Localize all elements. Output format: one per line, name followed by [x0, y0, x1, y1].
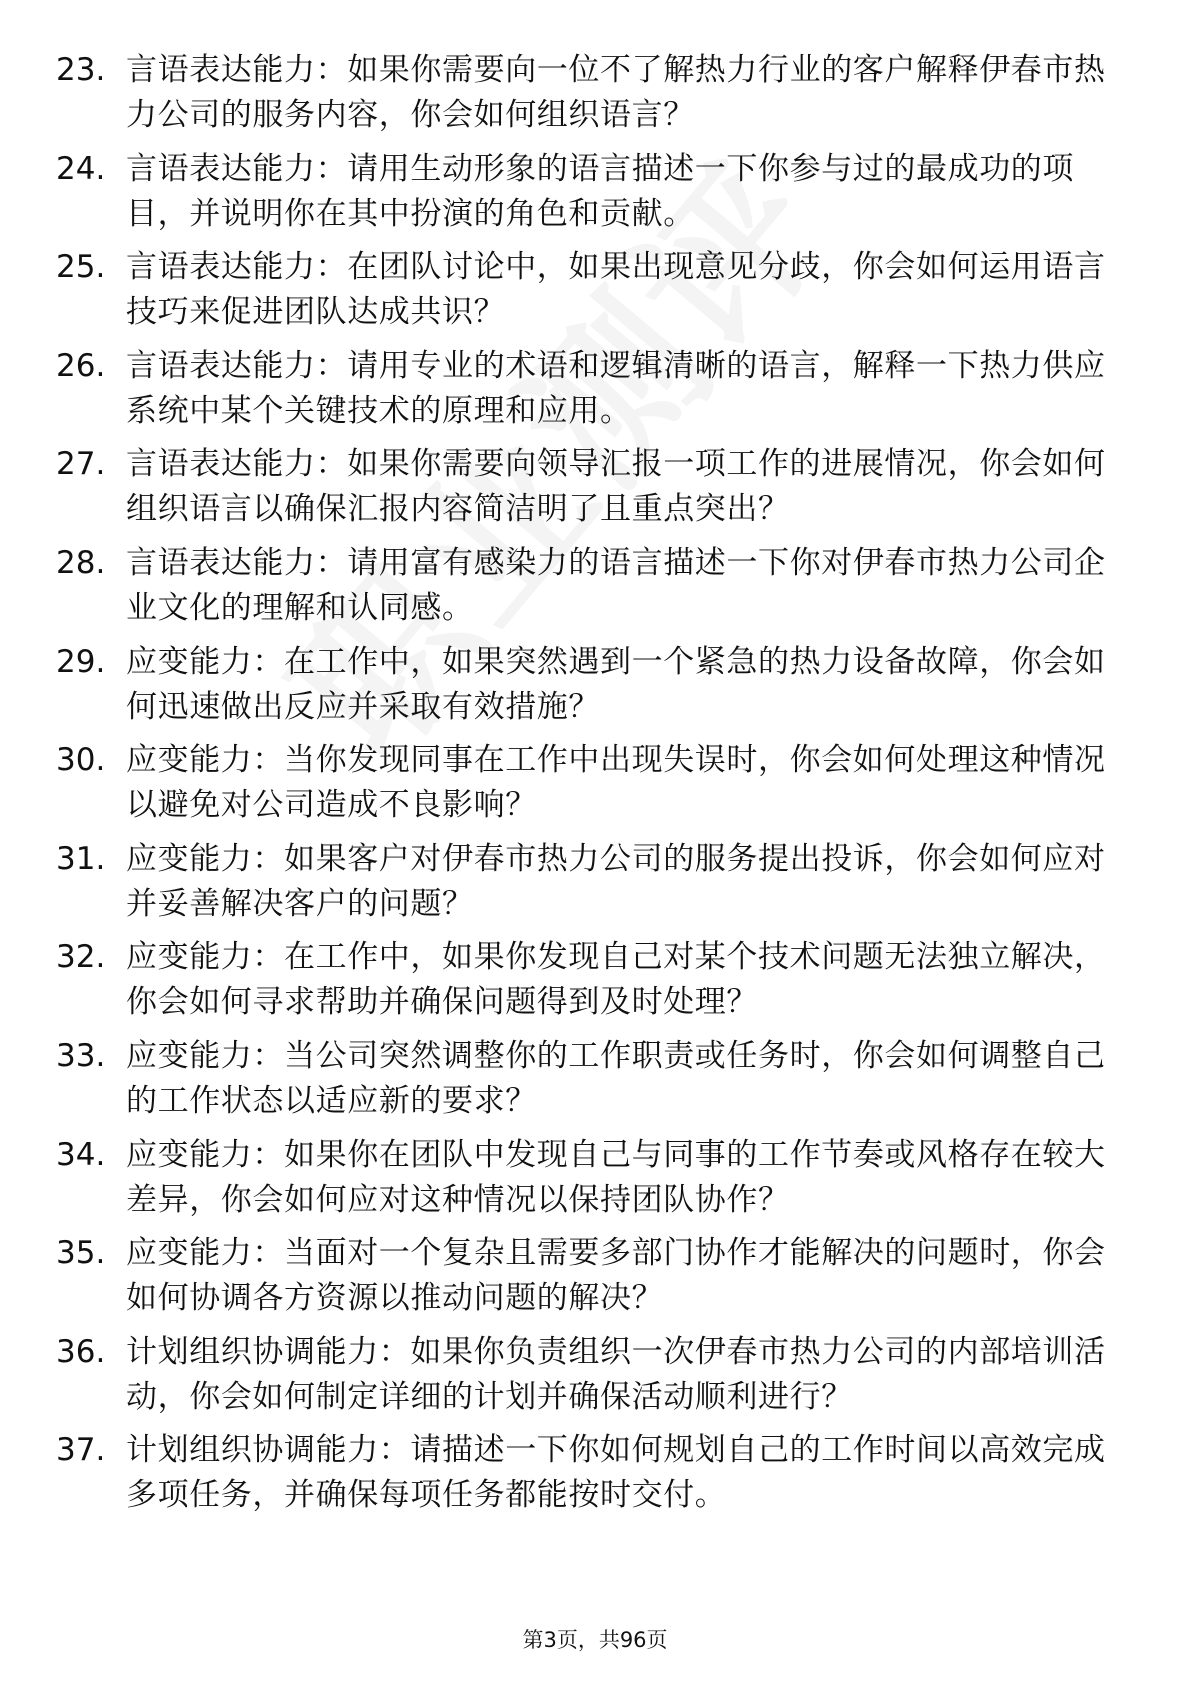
question-number: 27. [56, 446, 106, 483]
question-text: 言语表达能力：请用生动形象的语言描述一下你参与过的最成功的项目，并说明你在其中扮演的角色和贡献。 [126, 150, 1074, 232]
question-item [0, 344, 1190, 443]
question-number: 24. [56, 150, 106, 187]
question-item [0, 1034, 1190, 1133]
question-text: 计划组织协调能力：如果你负责组织一次伊春市热力公司的内部培训活动，你会如何制定详细的计划并确保活动顺利进行？ [126, 1333, 1106, 1415]
question-number: 30. [56, 742, 106, 779]
question-item [0, 541, 1190, 640]
question-item [0, 1428, 1190, 1527]
question-item [0, 245, 1190, 344]
question-item [0, 738, 1190, 837]
question-text: 言语表达能力：如果你需要向领导汇报一项工作的进展情况，你会如何组织语言以确保汇报内容简洁明了且重点突出？ [126, 446, 1106, 528]
question-number: 33. [56, 1037, 106, 1074]
question-number: 35. [56, 1235, 106, 1272]
question-item [0, 1133, 1190, 1232]
question-item [0, 837, 1190, 936]
question-number: 31. [56, 840, 106, 877]
question-text: 应变能力：在工作中，如果你发现自己对某个技术问题无法独立解决，你会如何寻求帮助并确保问题得到及时处理？ [126, 939, 1106, 1021]
question-number: 23. [56, 52, 106, 88]
question-text: 应变能力：在工作中，如果突然遇到一个紧急的热力设备故障，你会如何迅速做出反应并采取有效措施？ [126, 643, 1106, 725]
question-item [0, 48, 1190, 147]
question-text: 应变能力：当你发现同事在工作中出现失误时，你会如何处理这种情况以避免对公司造成不良影响？ [126, 742, 1106, 824]
question-number: 26. [56, 347, 106, 384]
question-item [0, 147, 1190, 246]
question-text: 计划组织协调能力：请描述一下你如何规划自己的工作时间以高效完成多项任务，并确保每项任务都能按时交付。 [126, 1432, 1106, 1514]
question-number: 25. [56, 249, 106, 286]
question-item [0, 1231, 1190, 1330]
question-number: 34. [56, 1136, 106, 1173]
question-text: 言语表达能力：请用专业的术语和逻辑清晰的语言，解释一下热力供应系统中某个关键技术的原理和应用。 [126, 347, 1106, 429]
question-text: 应变能力：当面对一个复杂且需要多部门协作才能解决的问题时，你会如何协调各方资源以推动问题的解决？ [126, 1235, 1106, 1317]
question-number: 28. [56, 544, 106, 581]
question-item [0, 640, 1190, 739]
question-number: 32. [56, 939, 106, 976]
question-text: 应变能力：当公司突然调整你的工作职责或任务时，你会如何调整自己的工作状态以适应新的要求？ [126, 1037, 1106, 1119]
question-text: 言语表达能力：如果你需要向一位不了解热力行业的客户解释伊春市热力公司的服务内容，你会如何组织语言？ [126, 52, 1106, 133]
question-text: 应变能力：如果你在团队中发现自己与同事的工作节奏或风格存在较大差异，你会如何应对这种情况以保持团队协作？ [126, 1136, 1106, 1218]
page-footer: 第3页，共96页 [522, 1628, 668, 1652]
question-number: 37. [56, 1432, 106, 1469]
question-item [0, 935, 1190, 1034]
question-list [0, 48, 1190, 1527]
question-text: 言语表达能力：在团队讨论中，如果出现意见分歧，你会如何运用语言技巧来促进团队达成共识？ [126, 249, 1106, 331]
question-text: 言语表达能力：请用富有感染力的语言描述一下你对伊春市热力公司企业文化的理解和认同感。 [126, 544, 1106, 626]
question-item [0, 1330, 1190, 1429]
question-text: 应变能力：如果客户对伊春市热力公司的服务提出投诉，你会如何应对并妥善解决客户的问题？ [126, 840, 1106, 922]
question-item [0, 442, 1190, 541]
question-number: 36. [56, 1333, 106, 1370]
question-number: 29. [56, 643, 106, 680]
